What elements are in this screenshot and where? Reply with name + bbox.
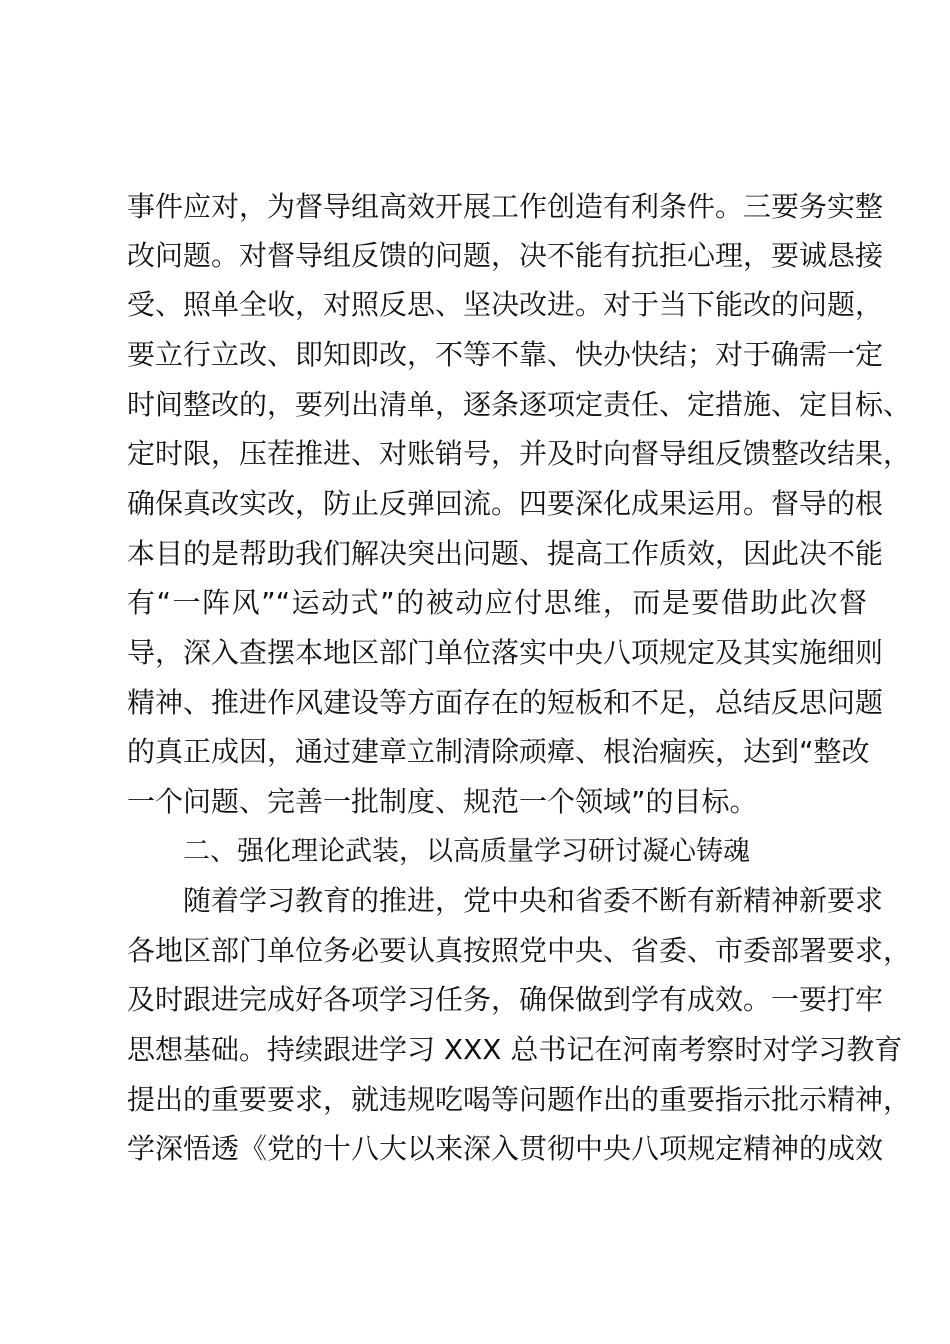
body-text-line: 随着学习教育的推进，党中央和省委不断有新精神新要求 <box>183 884 884 917</box>
body-text-line: 确保真改实改，防止反弹回流。四要深化成果运用。督导的根 <box>127 487 884 520</box>
body-text-line: 本目的是帮助我们解决突出问题、提高工作质效，因此决不能 <box>127 537 884 570</box>
body-text-line: 思想基础。持续跟进学习 XXX 总书记在河南考察时对学习教育 <box>127 1033 903 1066</box>
body-text-line: 时间整改的，要列出清单，逐条逐项定责任、定措施、定目标、 <box>127 388 912 421</box>
body-text-line: 事件应对，为督导组高效开展工作创造有利条件。三要务实整 <box>127 190 884 223</box>
body-text-line: 有“一阵风”“运动式”的被动应付思维，而是要借助此次督 <box>127 586 867 619</box>
body-text-line: 改问题。对督导组反馈的问题，决不能有抗拒心理，要诚恳接 <box>127 239 884 272</box>
body-text-line: 及时跟进完成好各项学习任务，确保做到学有成效。一要打牢 <box>127 983 884 1016</box>
body-text-line: 导，深入查摆本地区部门单位落实中央八项规定及其实施细则 <box>127 636 884 669</box>
body-text-line: 各地区部门单位务必要认真按照党中央、省委、市委部署要求， <box>127 934 912 967</box>
body-text-line: 提出的重要要求，就违规吃喝等问题作出的重要指示批示精神， <box>127 1083 912 1116</box>
body-text-line: 要立行立改、即知即改，不等不靠、快办快结；对于确需一定 <box>127 338 884 371</box>
body-text-line: 精神、推进作风建设等方面存在的短板和不足，总结反思问题 <box>127 686 884 719</box>
body-text-line: 定时限，压茬推进、对账销号，并及时向督导组反馈整改结果， <box>127 437 912 470</box>
body-text-line: 学深悟透《党的十八大以来深入贯彻中央八项规定精神的成效 <box>127 1132 884 1165</box>
body-text-line: 受、照单全收，对照反思、坚决改进。对于当下能改的问题， <box>127 288 884 321</box>
body-text-line: 一个问题、完善一批制度、规范一个领域”的目标。 <box>127 785 758 818</box>
section-heading: 二、强化理论武装，以高质量学习研讨凝心铸魂 <box>183 836 750 867</box>
body-text-line: 的真正成因，通过建章立制清除顽瘴、根治痼疾，达到“整改 <box>127 735 870 768</box>
